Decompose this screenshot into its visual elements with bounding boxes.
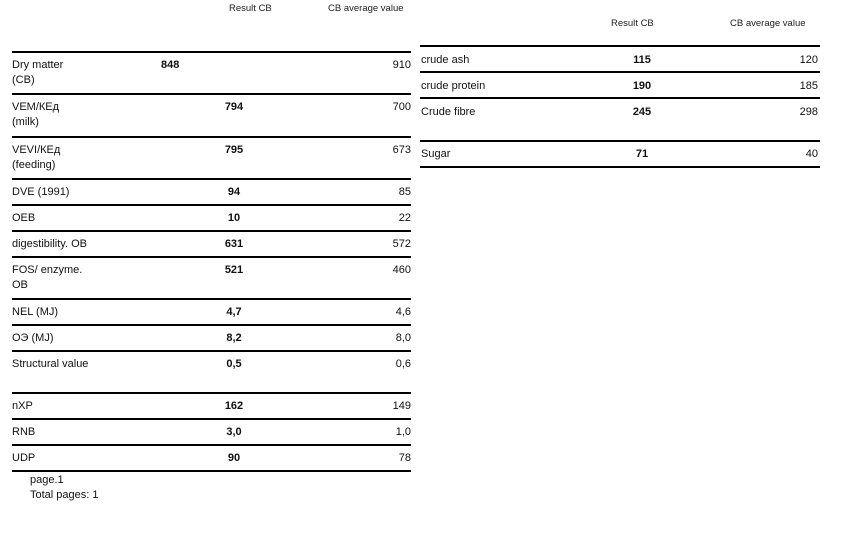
table-row-average: 1,0 bbox=[395, 426, 411, 438]
table-row-label: NEL (MJ) bbox=[12, 306, 59, 318]
table-row-label: crude ash bbox=[421, 54, 470, 66]
row-divider bbox=[12, 136, 411, 138]
table-row-label: FOS/ enzyme. OB bbox=[12, 264, 83, 291]
table-row-label: VEM/КЕд (milk) bbox=[12, 101, 60, 128]
row-divider bbox=[12, 230, 411, 232]
row-divider bbox=[12, 178, 411, 180]
left-header-result: Result CB bbox=[229, 3, 272, 14]
table-row-label: OEB bbox=[12, 212, 36, 224]
table-row-result: 3,0 bbox=[226, 426, 242, 438]
table-row-label: crude protein bbox=[421, 80, 486, 92]
table-row-result: 795 bbox=[224, 144, 244, 156]
table-row-result: 10 bbox=[227, 212, 241, 224]
row-divider bbox=[420, 97, 820, 99]
row-divider bbox=[12, 204, 411, 206]
row-divider bbox=[420, 45, 820, 47]
table-row-average: 572 bbox=[392, 238, 411, 250]
row-divider bbox=[12, 256, 411, 258]
table-row-result: 794 bbox=[224, 101, 244, 113]
table-row-average: 298 bbox=[799, 106, 818, 118]
row-divider bbox=[12, 444, 411, 446]
table-row-label: VEVI/КЕд (feeding) bbox=[12, 144, 61, 171]
table-row-label: Sugar bbox=[421, 148, 451, 160]
table-row-average: 910 bbox=[392, 59, 411, 71]
table-row-average: 85 bbox=[398, 186, 411, 198]
table-row-result: 245 bbox=[632, 106, 652, 118]
table-row-result: 90 bbox=[227, 452, 241, 464]
row-divider bbox=[420, 166, 820, 168]
table-row-average: 0,6 bbox=[395, 358, 411, 370]
table-row-average: 22 bbox=[398, 212, 411, 224]
table-row-result: 94 bbox=[227, 186, 241, 198]
table-row-average: 149 bbox=[392, 400, 411, 412]
table-row-average: 120 bbox=[799, 54, 818, 66]
table-row-label: DVE (1991) bbox=[12, 186, 70, 198]
row-divider bbox=[12, 298, 411, 300]
table-row-label: Crude fibre bbox=[421, 106, 476, 118]
table-row-average: 40 bbox=[805, 148, 818, 160]
table-row-average: 4,6 bbox=[395, 306, 411, 318]
right-header-result: Result CB bbox=[611, 18, 654, 29]
table-row-result: 190 bbox=[632, 80, 652, 92]
table-row-result: 71 bbox=[635, 148, 649, 160]
table-row-average: 700 bbox=[392, 101, 411, 113]
right-header-average: CB average value bbox=[730, 18, 806, 29]
table-row-label: ОЭ (MJ) bbox=[12, 332, 54, 344]
table-row-label: Structural value bbox=[12, 358, 89, 370]
table-row-result: 115 bbox=[633, 54, 651, 66]
row-divider bbox=[12, 392, 411, 394]
table-row-label: RNB bbox=[12, 426, 36, 438]
row-divider bbox=[420, 140, 820, 142]
row-divider bbox=[420, 71, 820, 73]
table-row-average: 673 bbox=[392, 144, 411, 156]
table-row-label: digestibility. OB bbox=[12, 238, 87, 250]
page-number: page.1 bbox=[30, 474, 64, 486]
table-row-label: nXP bbox=[12, 400, 33, 412]
row-divider bbox=[12, 51, 411, 53]
table-row-result: 162 bbox=[224, 400, 244, 412]
table-row-average: 185 bbox=[799, 80, 818, 92]
total-pages: Total pages: 1 bbox=[30, 489, 99, 501]
table-row-result: 4,7 bbox=[226, 306, 242, 318]
table-row-average: 78 bbox=[398, 452, 411, 464]
row-divider bbox=[12, 350, 411, 352]
table-row-result: 8,2 bbox=[226, 332, 242, 344]
row-divider bbox=[12, 470, 411, 472]
table-row-average: 8,0 bbox=[395, 332, 411, 344]
row-divider bbox=[12, 93, 411, 95]
row-divider bbox=[12, 324, 411, 326]
table-row-label: Dry matter (CB) bbox=[12, 59, 64, 86]
table-row-result: 0,5 bbox=[226, 358, 242, 370]
table-row-result: 848 bbox=[161, 59, 180, 71]
table-row-result: 521 bbox=[224, 264, 244, 276]
left-header-average: CB average value bbox=[328, 3, 404, 14]
table-row-label: UDP bbox=[12, 452, 36, 464]
table-row-average: 460 bbox=[392, 264, 411, 276]
row-divider bbox=[12, 418, 411, 420]
table-row-result: 631 bbox=[224, 238, 244, 250]
